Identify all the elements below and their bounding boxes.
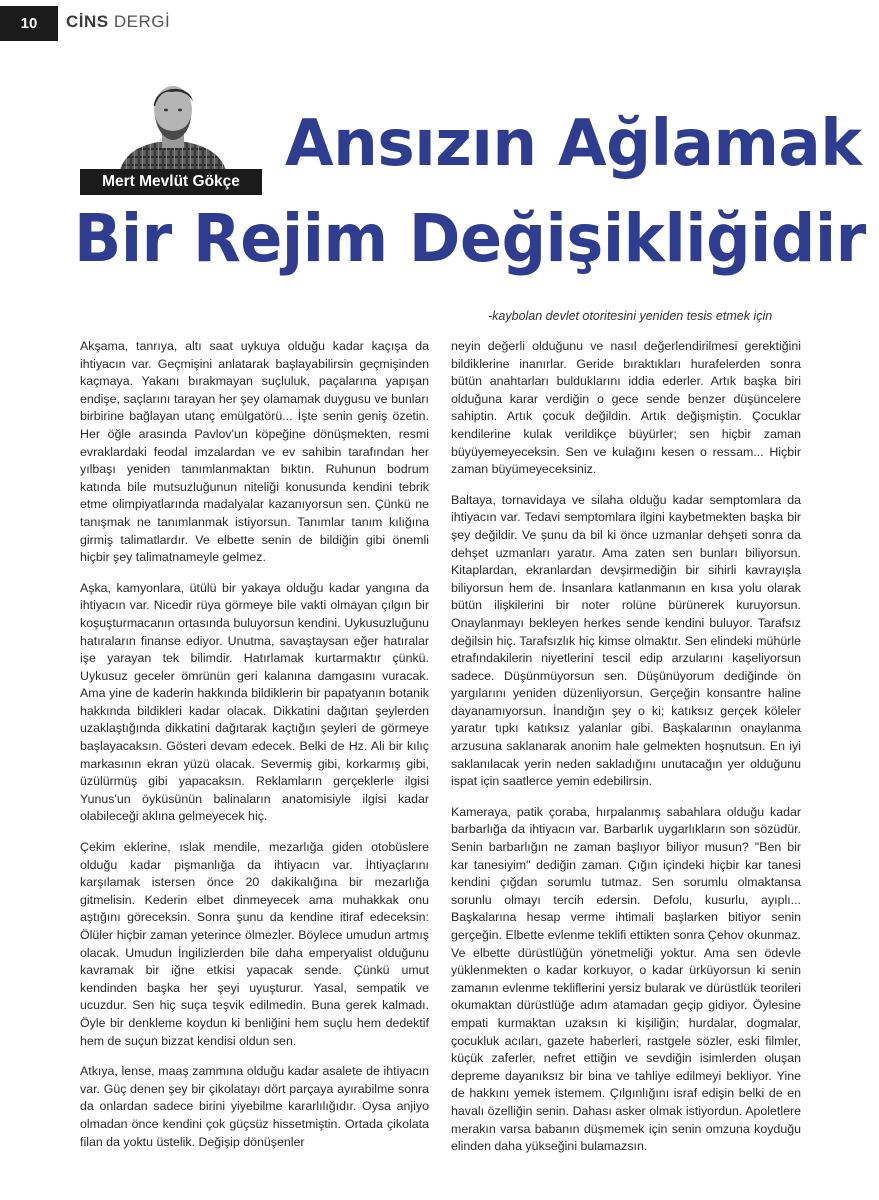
page-number: 10 <box>0 6 58 41</box>
magazine-logo-bold: CİNS <box>66 12 109 31</box>
article-title-line-1: Ansızın Ağlamak <box>285 107 862 181</box>
paragraph: Baltaya, tornavidaya ve silaha olduğu kadar semptomlara da ihtiyacın var. Tedavi semptomlara ilgini kaybetmekten başka bir şey değildir. Ve şunu da bil ki önce uzmanlar dehşeti sonra da dehşet uzmanları yaratır. Ama zaten sen bunları biliyorsun. Kitaplardan, ekranlardan devşirmediğin bir sihirli kavrayışla biliyorsun hem de. İnsanlara katlanmanın en kısa yolu olarak bütün ilişkilerini bir noter rolüne bürünerek kuruyorsun. Onaylanmayı bekleyen herkes sende kendini buluyor. Tarafsız değilsin hiç. Tarafsızlık hiç kimse olmaktır. Sen elindeki mühürle etrafındakilerin niyetlerini tescil edip arzularını kaşeliyorsun sadece. Düşünmüyorsun sen. Düşünüyorum dediğinde ön yargılarını yeniden düzenliyorsun. Gerçeğin konsantre haline dayanamıyorsun. İnandığın şey o ki; katıksız gerçek köleler yaratır tıpkı katıksız yalanlar gibi. Başkalarının onaylanma arzusuna saklanarak anonim hale gelmekten hoşnutsun. En iyi saklanılacak yerin neden sakladığını unutacağın yer olduğunu ispat için saatlerce yemin edebilirsin. <box>451 492 801 789</box>
paragraph: Çekim eklerine, ıslak mendile, mezarlığa giden otobüslere olduğu kadar pişmanlığa da ihtiyacın var. İhtiyaçlarını karşılamak istersen önce 20 dakikalığına bir mezarlığa gitmelisin. Kederin elbet dinmeyecek ama muhakkak onu aştığını göreceksin. Sonra şunu da kendine itiraf edeceksin: Ölüler hiçbir zaman yeterince ölmezler. Böylece umudun artmış olacak. Umudun İngilizlerden bile daha emperyalist olduğunu kavramak bir iğne etkisi yapacak sende. Çünkü umut kendinden başka her şeyi uyuşturur. Yasal, sempatik ve ucuzdur. Sen hiç suça teşvik edilmedin. Buna gerek kalmadı. Öyle bir denkleme koydun ki benliğini hem suçlu hem dedektif hem de suçun bizzat kendisi oldun sen. <box>80 840 429 1048</box>
article-title-line-2: Bir Rejim Değişikliğidir <box>74 200 866 277</box>
paragraph: Akşama, tanrıya, altı saat uykuya olduğu kadar kaçışa da ihtiyacın var. Geçmişini anlatarak başlayabilirsin geçmişinden kaçmaya. Yakanı bırakmayan suçluluk, paçalarına yapışan endişe, saçlarını tarayan her şey olamamak duygusu ve bunları birbirine bağlayan utanç emülgatörü... İşte senin geniş özetin. Her öğle arasında Pavlov'un köpeğine dönüşmekten, resmi evraklardaki feodal imzalardan ve ev sahibin tarafından her yılbaşı yeniden tanımlanmaktan bıktın. Ruhunun bodrum katında bile mutsuzluğunun niteliği konusunda kendini tebrik etme olimpiyatlarında madalyalar kazanıyorsun sen. Çünkü ne tanışmak ne tanımlanmak istiyorsun. Tanımlar tanım kılığına girmiş talimatlardır. Ve elbette senin de bildiğin gibi önemli hiçbir şey talimatnameyle gelmez. <box>80 339 429 565</box>
magazine-logo-light: DERGİ <box>113 12 171 31</box>
article-subtitle: -kaybolan devlet otoritesini yeniden tesis etmek için <box>488 309 773 323</box>
magazine-logo <box>66 12 170 32</box>
paragraph: Aşka, kamyonlara, ütülü bir yakaya olduğu kadar yangına da ihtiyacın var. Nicedir rüya görmeye bile vakti olmayan çılgın bir koşuşturmacanın ortasında buluyorsun kendini. Uykusuzluğunu hatıraların finanse ediyor. Unutma, savaştaysan eğer hatıralar işe yarayan tek bilimdir. Hatırlamak kurtarmaktır çünkü. Uykusuz geceler ömrünün geri kalanına damgasını vuracak. Ama yine de kaderin hakkında bildiklerin bir papatyanın botanik hakkında bildikleri kadar olacak. Dikkatini dağıtan şeylerden uzaklaştığında dikkatini dağıtarak kaçtığın şeyleri de görmeye başlayacaksın. Gösteri devam edecek. Belki de Hz. Ali bir kılıç markasının ekran yüzü olacak. Severmiş gibi, korkarmış gibi, üzülürmüş gibi yapacaksın. Reklamların gerçeklerle ilgisi Yunus'un öyküsünün balinaların anatomisiyle ilgisi kadar olabileceği aklına gelmeyecek hiç. <box>80 580 429 824</box>
paragraph: Atkıya, lense, maaş zammına olduğu kadar asalete de ihtiyacın var. Güç denen şey bir çikolatayı dört parçaya ayırabilme sonra da onlardan sadece birini yiyebilme kararlılığıdır. Oysa anjiyo olmadan önce kendini çok güçsüz hissetmiştin. Ortada çikolata filan da yoktu üstelik. Değişip dönüşenler <box>80 1064 429 1149</box>
author-name: Mert Mevlüt Gökçe <box>80 169 262 195</box>
paragraph: Kameraya, patik çoraba, hırpalanmış sabahlara olduğu kadar barbarlığa da ihtiyacın var. Barbarlık uygarlıkların son sözüdür. Senin barbarlığın ne zaman başlıyor biliyor musun? "Ben bir kar tanesiyim" dediğin zaman. Çığın içindeki hiçbir kar tanesi kendini çığdan sorumlu tutmaz. Sen sorumlu olmaktansa sorunlu olmayı tercih edersin. Defolu, kusurlu, ayıplı... Başkalarına hesap verme ihtimali başlarken bitiyor senin gerçeğin. Elbette evlenme teklifi ettikten sonra Çehov okunmaz. Ve elbette dürüstlüğün yönetmeliği yoktur. Ama sen ödevle yüklenmekten o kadar korkuyor, o kadar ürküyorsun ki senin zamanın evlenme tekliflerini yersiz bularak ve dürüstlük teorileri okumaktan dürüstlüğe adım atamadan geçip gidiyor. Öylesine empati kurmaktan uzaksın ki kişiliğin; hurdalar, dogmalar, çocukluk acıları, gazete haberleri, rastgele sözler, eski filmler, küçük zaferler, nefret ettiğin ve sevdiğin isimlerden oluşan depreme dayanıksız bir bina ve tahliye edilmeyi bekliyor. Yine de hakkını yemek istemem. Çılgınlığını israf edişin belki de en havalı özelliğin senin. Dahası asker olmak istiyordun. Apoletlere merakın varsa babanın düşmemek için senin omzuna koyduğu elinden daha yükseğini bulamazsın. <box>451 804 801 1154</box>
left-column <box>80 338 429 1164</box>
paragraph: neyin değerli olduğunu ve nasıl değerlendirilmesi gerektiğini bildiklerine inanırlar. Geride bıraktıkları hurafelerden sonra bütün anahtarları bulduklarını iddia ederler. Artık başka biri olduğuna karar verdiğin o gece sende benzer düşüncelere sahiptin. Artık çocuk değildin. Artık değişmiştin. Çocuklar kendilerine kulak verildikçe büyürler; sen hiçbir zaman büyüyemeyeceksin. Sen ve kulağını kesen o ressam... Hiçbir zaman büyümeyeceksiniz. <box>451 339 801 477</box>
right-column <box>451 338 801 1169</box>
author-photo <box>114 76 230 178</box>
